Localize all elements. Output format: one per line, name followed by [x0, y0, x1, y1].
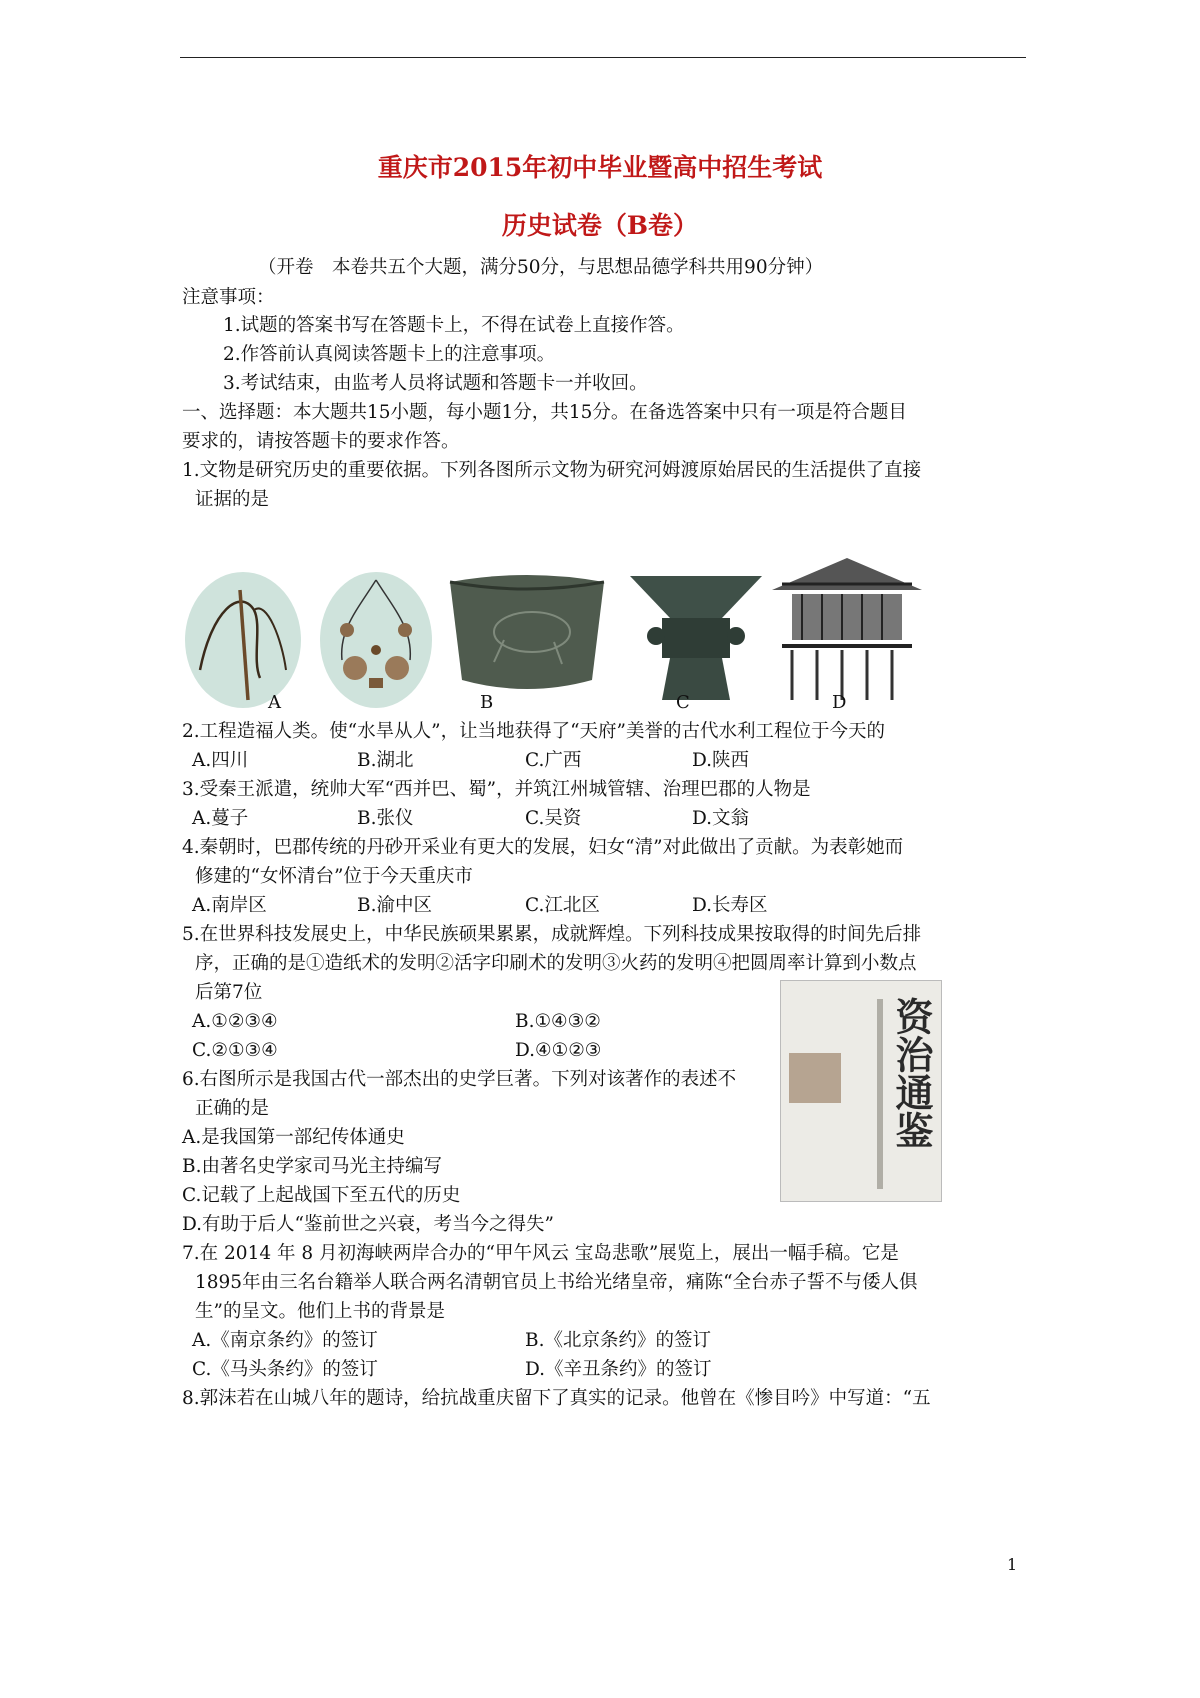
bronze-zun-image	[622, 570, 770, 705]
option: C.吴资	[525, 808, 582, 829]
option: A.①②③④	[192, 1011, 278, 1032]
figure-caption-b: B	[480, 692, 494, 713]
question-1-figures	[182, 570, 1032, 740]
section-heading: 一、选择题：本大题共15小题，每小题1分，共15分。在备选答案中只有一项是符合题目	[182, 402, 907, 423]
question-3-stem: 3.受秦王派遣，统帅大军“西并巴、蜀”，并筑江州城管辖、治理巴郡的人物是	[182, 779, 811, 800]
figure-caption-a: A	[268, 692, 281, 713]
option: D.《辛丑条约》的签订	[525, 1359, 712, 1380]
option: B.①④③②	[515, 1011, 601, 1032]
bead-necklace-image	[317, 570, 435, 710]
notes-heading: 注意事项：	[182, 287, 275, 308]
question-5-stem-cont: 后第7位	[195, 982, 263, 1003]
section-heading-cont: 要求的，请按答题卡的要求作答。	[182, 431, 460, 452]
question-7-stem: 7.在 2014 年 8 月初海峡两岸合办的“甲午风云 宝岛悲歌”展览上，展出一幅手稿。它是	[182, 1243, 899, 1264]
option: C.江北区	[525, 895, 600, 916]
figure-caption-d: D	[832, 692, 847, 713]
question-1-stem-cont: 证据的是	[195, 489, 270, 510]
option: D.有助于后人“鉴前世之兴衰，考当今之得失”	[182, 1214, 554, 1235]
option: A.四川	[192, 750, 249, 771]
question-5-stem: 5.在世界科技发展史上，中华民族硕果累累，成就辉煌。下列科技成果按取得的时间先后排	[182, 924, 922, 945]
option: B.渝中区	[357, 895, 432, 916]
question-6-stem: 6.右图所示是我国古代一部杰出的史学巨著。下列对该著作的表述不	[182, 1069, 737, 1090]
option: D.文翁	[692, 808, 750, 829]
book-title: 资治通鉴	[889, 997, 934, 1149]
book-cover-image	[780, 980, 942, 1202]
option: A.南岸区	[192, 895, 267, 916]
note-item: 2.作答前认真阅读答题卡上的注意事项。	[223, 344, 556, 365]
page-number: 1	[1007, 1555, 1018, 1574]
question-7-stem-cont: 1895年由三名台籍举人联合两名清朝官员上书给光绪皇帝，痛陈“全台赤子誓不与倭人俱	[195, 1272, 918, 1293]
note-item: 3.考试结束，由监考人员将试题和答题卡一并收回。	[223, 373, 648, 394]
exam-title: 重庆市2015年初中毕业暨高中招生考试	[377, 153, 823, 182]
question-6-stem-cont: 正确的是	[195, 1098, 270, 1119]
option: C.广西	[525, 750, 582, 771]
question-5-stem-cont: 序，正确的是①造纸术的发明②活字印刷术的发明③火药的发明④把圆周率计算到小数点	[195, 953, 917, 974]
note-item: 1.试题的答案书写在答题卡上，不得在试卷上直接作答。	[223, 315, 685, 336]
bone-needle-image	[182, 570, 304, 710]
option: D.陕西	[692, 750, 750, 771]
option: D.长寿区	[692, 895, 768, 916]
option: B.由著名史学家司马光主持编写	[182, 1156, 442, 1177]
top-rule	[180, 57, 1026, 58]
exam-info: （开卷 本卷共五个大题，满分50分，与思想品德学科共用90分钟）	[258, 257, 824, 278]
stilt-house-image	[762, 550, 932, 706]
option: B.湖北	[357, 750, 414, 771]
option: A.蔓子	[192, 808, 249, 829]
option: B.张仪	[357, 808, 414, 829]
option: B.《北京条约》的签订	[525, 1330, 711, 1351]
option: C.记载了上起战国下至五代的历史	[182, 1185, 461, 1206]
figure-caption-c: C	[676, 692, 690, 713]
question-1-stem: 1.文物是研究历史的重要依据。下列各图所示文物为研究河姆渡原始居民的生活提供了直接	[182, 460, 922, 481]
question-7-stem-cont: 生”的呈文。他们上书的背景是	[195, 1301, 445, 1322]
option: C.《马头条约》的签订	[192, 1359, 378, 1380]
question-4-stem: 4.秦朝时，巴郡传统的丹砂开采业有更大的发展，妇女“清”对此做出了贡献。为表彰她而	[182, 837, 904, 858]
question-8-stem: 8.郭沫若在山城八年的题诗，给抗战重庆留下了真实的记录。他曾在《惨目吟》中写道：“五	[182, 1388, 931, 1409]
pottery-bowl-image	[444, 570, 610, 698]
exam-subtitle: 历史试卷（B卷）	[501, 211, 699, 240]
option: C.②①③④	[192, 1040, 278, 1061]
question-2-stem: 2.工程造福人类。使“水旱从人”，让当地获得了“天府”美誉的古代水利工程位于今天的	[182, 721, 885, 742]
option: A.《南京条约》的签订	[192, 1330, 378, 1351]
question-4-stem-cont: 修建的“女怀清台”位于今天重庆市	[195, 866, 473, 887]
option: D.④①②③	[515, 1040, 602, 1061]
option: A.是我国第一部纪传体通史	[182, 1127, 405, 1148]
